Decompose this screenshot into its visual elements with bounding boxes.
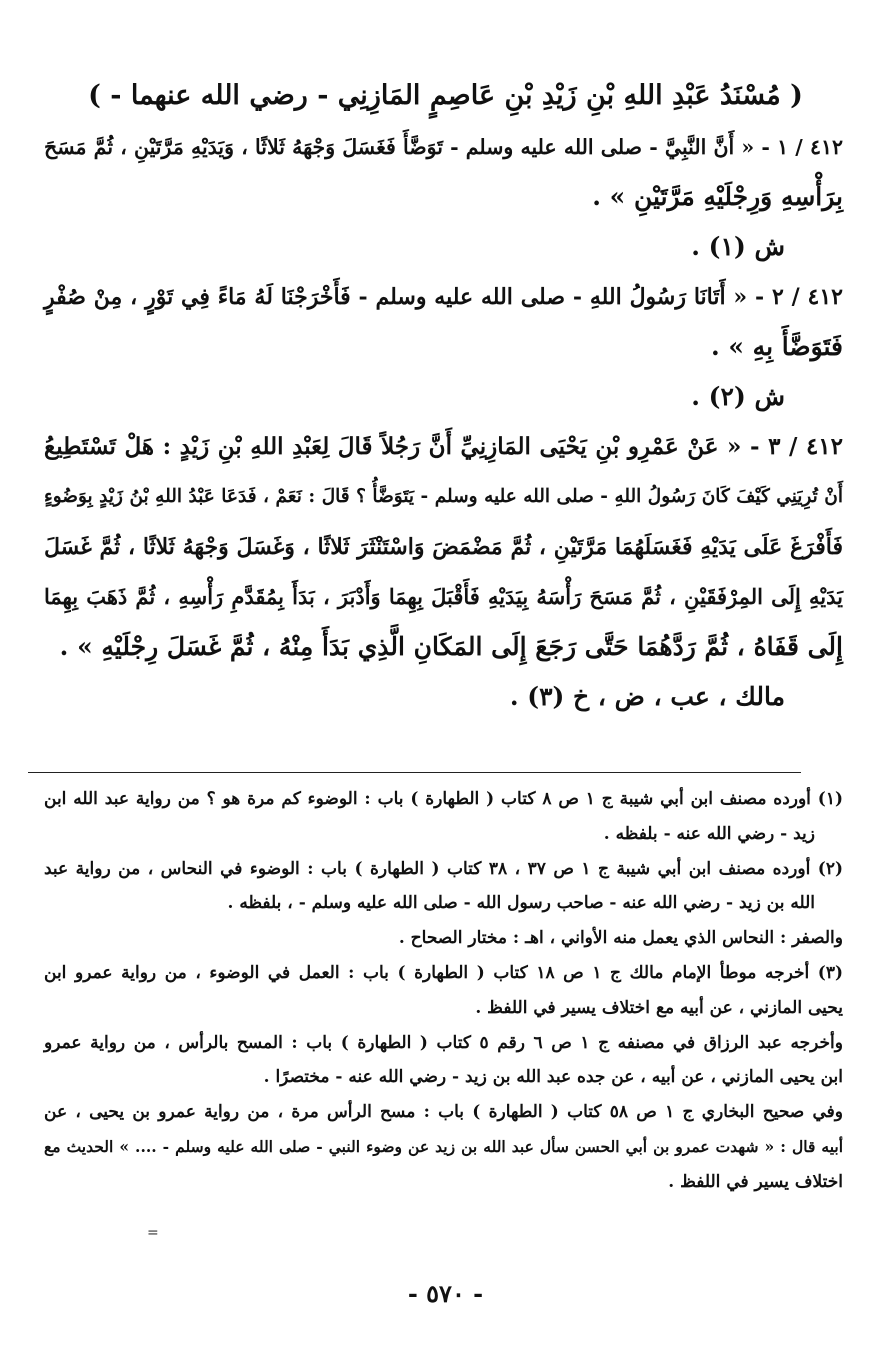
hadith-1-line-2: بِرَأْسِهِ وَرِجْلَيْهِ مَرَّتَيْنِ » .: [592, 182, 843, 211]
footnote-3-line-1: (٣) أخرجه موطأ الإمام مالك ج ١ ص ١٨ كتاب ( الطهارة ) باب : العمل في الوضوء ، من رواية عمرو ابن: [44, 962, 844, 983]
footnote-2-line-1: (٢) أورده مصنف ابن أبي شيبة ج ١ ص ٣٧ ، ٣٨ كتاب ( الطهارة ) باب : الوضوء في النحاس ، من رواية عبد: [44, 858, 844, 879]
hadith-3-line-5: إِلَى قَفَاهُ ، ثُمَّ رَدَّهُمَا حَتَّى رَجَعَ إِلَى المَكَانِ الَّذِي بَدَأَ مِنْهُ ، ثُمَّ غَسَلَ رِجْلَيْهِ » .: [59, 632, 843, 661]
footnote-3-line-3: وأخرجه عبد الرزاق في مصنفه ج ١ ص ٦ رقم ٥ كتاب ( الطهارة ) باب : المسح بالرأس ، من رواية عمرو: [44, 1032, 843, 1053]
footnote-1-line-2: زيد - رضي الله عنه - بلفظه .: [603, 823, 815, 844]
footnote-divider: [28, 772, 801, 773]
hadith-1-line-1: ٤١٢ / ١ - « أَنَّ النَّبِيَّ - صلى الله عليه وسلم - تَوَضَّأَ فَغَسَلَ وَجْهَهُ ثَلاثًا ، وَيَدَيْهِ مَرَّتَيْنِ ، ثُمَّ مَسَحَ: [44, 135, 844, 159]
hadith-2-source: ش (٢) .: [691, 382, 785, 411]
footnote-3-line-6: أبيه قال : « شهدت عمرو بن أبي الحسن سأل عبد الله بن زيد عن وضوء النبي - صلى الله عليه وسلم - .... » الحديث مع: [44, 1136, 843, 1156]
section-title: ( مُسْنَدُ عَبْدِ اللهِ بْنِ زَيْدِ بْنِ عَاصِمٍ المَازِنِي - رضي الله عنهما - ): [88, 80, 803, 111]
footnote-3-line-7: اختلاف يسير في اللفظ .: [668, 1171, 843, 1192]
footnote-3-line-4: ابن يحيى المازني ، عن أبيه ، عن جده عبد الله بن زيد - رضي الله عنه - مختصرًا .: [263, 1067, 843, 1088]
footnotes: [44, 782, 843, 1200]
hadith-3-line-4: يَدَيْهِ إِلَى المِرْفَقَيْنِ ، ثُمَّ مَسَحَ رَأْسَهُ بِيَدَيْهِ فَأَقْبَلَ بِهِمَا وَأَدْبَرَ ، بَدَأَ بِمُقَدَّمِ رَأْسِهِ ، ثُمَّ ذَهَبَ بِهِمَا: [44, 584, 843, 609]
hadith-3-line-3: فَأَفْرَغَ عَلَى يَدَيْهِ فَغَسَلَهُمَا مَرَّتَيْنِ ، ثُمَّ مَضْمَضَ وَاسْتَنْثَرَ ثَلاثًا ، وَغَسَلَ وَجْهَهُ ثَلاثًا ، ثُمَّ غَسَلَ: [44, 534, 843, 560]
hadith-1-source: ش (١) .: [691, 232, 785, 261]
hadith-3-line-1: ٤١٢ / ٣ - « عَنْ عَمْرِو بْنِ يَحْيَى المَازِنِيِّ أَنَّ رَجُلاً قَالَ لِعَبْدِ اللهِ بْنِ زَيْدٍ : هَلْ تَسْتَطِيعُ: [44, 433, 844, 460]
hadith-text: [44, 122, 843, 722]
footnote-3-line-2: يحيى المازني ، عن أبيه مع اختلاف يسير في اللفظ .: [475, 997, 843, 1018]
footnote-2-line-2: الله بن زيد - رضي الله عنه - صاحب رسول الله - صلى الله عليه وسلم - ، بلفظه .: [227, 893, 815, 914]
hadith-2-line-2: فَتَوَضَّأَ بِهِ » .: [710, 332, 843, 361]
continuation-mark: =: [147, 1225, 159, 1241]
footnote-1-line-1: (١) أورده مصنف ابن أبي شيبة ج ١ ص ٨ كتاب ( الطهارة ) باب : الوضوء كم مرة هو ؟ من رواية عبد الله ابن: [44, 789, 844, 809]
page-number: - ٥٧٠ -: [407, 1279, 484, 1308]
hadith-3-line-2: أَنْ تُرِيَنِي كَيْفَ كَانَ رَسُولُ اللهِ - صلى الله عليه وسلم - يَتَوَضَّأُ ؟ قَالَ : نَعَمْ ، فَدَعَا عَبْدُ اللهِ بْنُ زَيْدٍ بِوَضُوءٍ: [44, 486, 843, 507]
hadith-3-source: مالك ، عب ، ض ، خ (٣) .: [509, 682, 785, 711]
footnote-2-line-3: والصفر : النحاس الذي يعمل منه الأواني ، اهـ : مختار الصحاح .: [398, 928, 843, 949]
hadith-2-line-1: ٤١٢ / ٢ - « أَتَانَا رَسُولُ اللهِ - صلى الله عليه وسلم - فَأَخْرَجْنَا لَهُ مَاءً فِي تَوْرٍ ، مِنْ صُفْرٍ: [44, 284, 843, 310]
footnote-3-line-5: وفي صحيح البخاري ج ١ ص ٥٨ كتاب ( الطهارة ) باب : مسح الرأس مرة ، من رواية عمرو بن يحيى ، عن: [44, 1102, 843, 1123]
